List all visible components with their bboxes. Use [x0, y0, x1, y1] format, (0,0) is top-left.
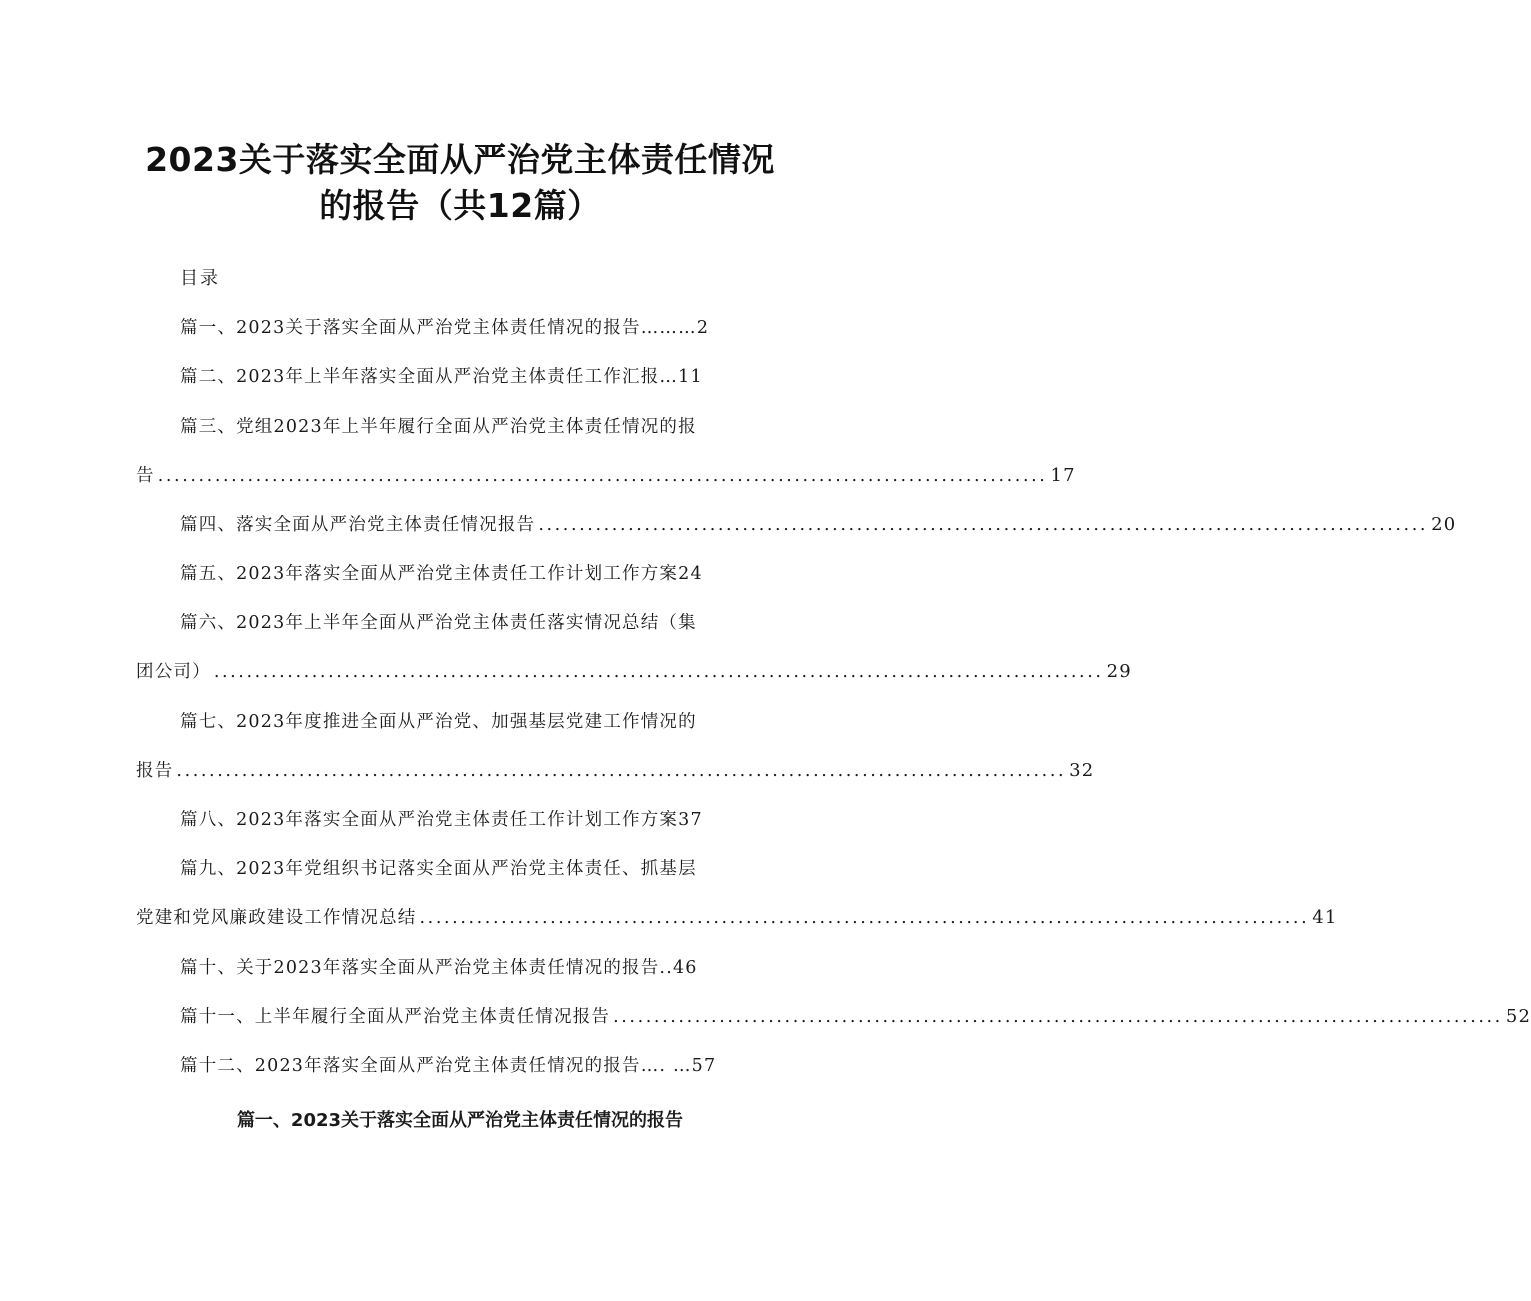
- toc-entry-4-page: 20: [1431, 514, 1457, 535]
- toc-entry-3-line-1[interactable]: 篇三、党组2023年上半年履行全面从严治党主体责任情况的报: [180, 417, 697, 437]
- toc-entry-6-line-1[interactable]: 篇六、2023年上半年全面从严治党主体责任落实情况总结（集: [180, 613, 697, 633]
- toc-entry-12[interactable]: 篇十二、2023年落实全面从严治党主体责任情况的报告…. …57: [180, 1056, 717, 1076]
- toc-entry-8[interactable]: 篇八、2023年落实全面从严治党主体责任工作计划工作方案37: [180, 810, 703, 830]
- toc-leader-dots: .............................................................................................................: [419, 908, 1310, 928]
- toc-entry-11[interactable]: [180, 1003, 1531, 1028]
- toc-leader-dots: .............................................................................................................: [157, 466, 1048, 486]
- toc-entry-7-line-2[interactable]: [136, 757, 1095, 782]
- toc-entry-5[interactable]: 篇五、2023年落实全面从严治党主体责任工作计划工作方案24: [180, 564, 703, 584]
- toc-entry-10[interactable]: 篇十、关于2023年落实全面从严治党主体责任情况的报告..46: [180, 958, 698, 978]
- document-title-line-1: 2023关于落实全面从严治党主体责任情况: [145, 140, 775, 179]
- toc-entry-4-text: 篇四、落实全面从严治党主体责任情况报告: [180, 515, 536, 535]
- toc-entry-1[interactable]: 篇一、2023关于落实全面从严治党主体责任情况的报告………2: [180, 318, 710, 338]
- toc-entry-7-line-1[interactable]: 篇七、2023年度推进全面从严治党、加强基层党建工作情况的: [180, 712, 697, 732]
- toc-leader-dots: .............................................................................................................: [176, 761, 1067, 781]
- toc-entry-6-page: 29: [1106, 661, 1132, 682]
- toc-leader-dots: .............................................................................................................: [538, 515, 1429, 535]
- toc-entry-11-text: 篇十一、上半年履行全面从严治党主体责任情况报告: [180, 1007, 611, 1027]
- toc-entry-3-page: 17: [1050, 465, 1076, 486]
- toc-entry-9-line-1[interactable]: 篇九、2023年党组织书记落实全面从严治党主体责任、抓基层: [180, 859, 697, 879]
- toc-leader-dots: .............................................................................................................: [213, 662, 1104, 682]
- document-title-line-2: 的报告（共12篇）: [319, 186, 601, 225]
- toc-entry-11-page: 52: [1505, 1006, 1531, 1027]
- toc-entry-6-line-2[interactable]: [136, 658, 1132, 683]
- toc-label: 目录: [180, 268, 220, 289]
- section-heading: 篇一、2023关于落实全面从严治党主体责任情况的报告: [236, 1110, 684, 1131]
- toc-entry-3-line-2[interactable]: [136, 462, 1076, 487]
- toc-entry-9-text: 党建和党风廉政建设工作情况总结: [136, 908, 417, 928]
- toc-entry-4[interactable]: [180, 511, 1457, 536]
- toc-leader-dots: .............................................................................................................: [613, 1007, 1503, 1027]
- toc-entry-7-text: 报告: [136, 761, 174, 781]
- toc-entry-2[interactable]: 篇二、2023年上半年落实全面从严治党主体责任工作汇报…11: [180, 367, 703, 387]
- toc-entry-3-text: 告: [136, 466, 155, 486]
- toc-entry-7-page: 32: [1069, 760, 1095, 781]
- toc-entry-9-page: 41: [1312, 907, 1338, 928]
- toc-entry-9-line-2[interactable]: [136, 904, 1338, 929]
- toc-entry-6-text: 团公司）: [136, 662, 211, 682]
